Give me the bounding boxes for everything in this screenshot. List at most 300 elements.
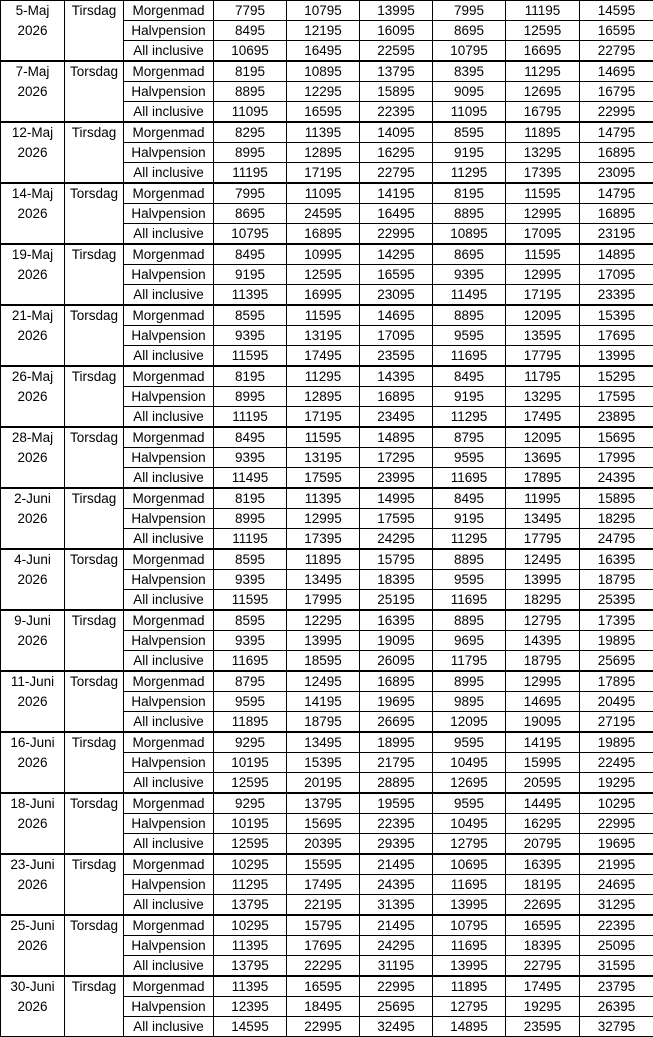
price-cell: 16595 <box>360 265 433 285</box>
price-cell: 12795 <box>506 610 580 631</box>
price-cell: 8995 <box>214 387 287 407</box>
price-cell: 17395 <box>506 163 580 184</box>
meal-plan-label: All inclusive <box>124 895 214 916</box>
price-cell: 8695 <box>214 204 287 224</box>
price-cell: 19095 <box>360 631 433 651</box>
departure-date <box>1 854 65 915</box>
price-cell: 12295 <box>287 610 360 631</box>
price-cell: 16595 <box>580 21 653 41</box>
price-cell: 22995 <box>580 102 653 123</box>
departure-date-year: 2026 <box>1 265 64 285</box>
price-cell: 9595 <box>433 793 506 814</box>
price-cell: 8495 <box>214 244 287 265</box>
price-cell: 12995 <box>287 509 360 529</box>
price-cell: 9595 <box>433 448 506 468</box>
price-cell: 10195 <box>214 814 287 834</box>
price-cell: 19895 <box>580 631 653 651</box>
price-cell: 19295 <box>580 773 653 794</box>
price-cell: 11695 <box>214 651 287 672</box>
departure-date-year: 2026 <box>1 21 64 41</box>
price-cell: 11695 <box>433 346 506 367</box>
departure-date-day-month: 14-Maj <box>1 184 64 204</box>
price-cell: 10895 <box>287 61 360 82</box>
price-cell: 8895 <box>433 610 506 631</box>
price-cell: 8195 <box>214 61 287 82</box>
price-cell: 31295 <box>580 895 653 916</box>
departure-date-day-month: 9-Juni <box>1 611 64 631</box>
departure-weekday: Tirsdag <box>65 976 124 1037</box>
price-cell: 16495 <box>360 204 433 224</box>
price-cell: 9395 <box>214 448 287 468</box>
price-cell: 11295 <box>287 366 360 387</box>
price-cell: 10295 <box>214 915 287 936</box>
price-cell: 8495 <box>214 21 287 41</box>
price-cell: 23195 <box>580 224 653 245</box>
departure-date-year: 2026 <box>1 143 64 163</box>
departure-weekday: Torsdag <box>65 61 124 122</box>
price-cell: 23995 <box>360 468 433 489</box>
price-cell: 9095 <box>433 82 506 102</box>
price-cell: 18495 <box>287 997 360 1017</box>
departure-weekday: Tirsdag <box>65 122 124 183</box>
price-cell: 9895 <box>433 692 506 712</box>
meal-plan-label: All inclusive <box>124 712 214 733</box>
departure-weekday: Torsdag <box>65 549 124 610</box>
price-cell: 14695 <box>506 692 580 712</box>
meal-plan-label: Halvpension <box>124 814 214 834</box>
price-cell: 8195 <box>214 488 287 509</box>
table-row <box>1 732 653 753</box>
price-cell: 23795 <box>580 976 653 997</box>
price-cell: 8695 <box>433 21 506 41</box>
price-cell: 14895 <box>433 1017 506 1037</box>
departure-date <box>1 305 65 366</box>
meal-plan-label: Halvpension <box>124 204 214 224</box>
price-cell: 8395 <box>433 61 506 82</box>
price-cell: 9595 <box>433 326 506 346</box>
price-cell: 12795 <box>433 997 506 1017</box>
price-cell: 17495 <box>287 875 360 895</box>
table-row <box>1 366 653 387</box>
price-cell: 12695 <box>433 773 506 794</box>
meal-plan-label: Halvpension <box>124 387 214 407</box>
departure-date <box>1 244 65 305</box>
meal-plan-label: All inclusive <box>124 407 214 428</box>
departure-date <box>1 732 65 793</box>
table-row <box>1 976 653 997</box>
meal-plan-label: Halvpension <box>124 326 214 346</box>
price-cell: 16695 <box>506 41 580 62</box>
price-cell: 15995 <box>506 753 580 773</box>
departure-date <box>1 549 65 610</box>
departure-date-year: 2026 <box>1 448 64 468</box>
price-cell: 15395 <box>580 305 653 326</box>
price-cell: 17595 <box>287 468 360 489</box>
departure-date-day-month: 26-Maj <box>1 367 64 387</box>
price-cell: 15295 <box>580 366 653 387</box>
price-cell: 13195 <box>287 448 360 468</box>
price-cell: 15895 <box>580 488 653 509</box>
price-cell: 8495 <box>214 427 287 448</box>
price-cell: 16895 <box>360 671 433 692</box>
price-cell: 10295 <box>580 793 653 814</box>
meal-plan-label: Halvpension <box>124 265 214 285</box>
price-cell: 20195 <box>287 773 360 794</box>
price-cell: 17495 <box>506 976 580 997</box>
price-cell: 22395 <box>360 102 433 123</box>
price-cell: 24795 <box>580 529 653 550</box>
price-cell: 18795 <box>287 712 360 733</box>
price-cell: 13595 <box>506 326 580 346</box>
departure-date-day-month: 21-Maj <box>1 306 64 326</box>
price-cell: 20395 <box>287 834 360 855</box>
departure-date-day-month: 2-Juni <box>1 489 64 509</box>
price-cell: 23495 <box>360 407 433 428</box>
price-cell: 12395 <box>214 997 287 1017</box>
meal-plan-label: Halvpension <box>124 631 214 651</box>
departure-date <box>1 610 65 671</box>
price-cell: 11595 <box>214 590 287 611</box>
price-cell: 14695 <box>580 61 653 82</box>
price-cell: 8995 <box>433 671 506 692</box>
price-cell: 20495 <box>580 692 653 712</box>
price-cell: 9395 <box>214 570 287 590</box>
meal-plan-label: Morgenmad <box>124 976 214 997</box>
table-row <box>1 488 653 509</box>
price-cell: 9695 <box>433 631 506 651</box>
price-cell: 16595 <box>287 976 360 997</box>
price-cell: 10895 <box>433 224 506 245</box>
price-cell: 11395 <box>214 285 287 306</box>
departure-date <box>1 488 65 549</box>
price-cell: 12095 <box>506 305 580 326</box>
departure-date <box>1 122 65 183</box>
price-cell: 14395 <box>360 366 433 387</box>
price-cell: 13495 <box>287 732 360 753</box>
price-cell: 17995 <box>287 590 360 611</box>
price-cell: 14795 <box>580 122 653 143</box>
price-cell: 13495 <box>287 570 360 590</box>
price-cell: 14195 <box>506 732 580 753</box>
departure-date-day-month: 11-Juni <box>1 672 64 692</box>
meal-plan-label: All inclusive <box>124 956 214 977</box>
price-cell: 11895 <box>214 712 287 733</box>
departure-date <box>1 427 65 488</box>
price-cell: 14695 <box>360 305 433 326</box>
price-cell: 10795 <box>287 1 360 21</box>
price-cell: 14995 <box>360 488 433 509</box>
price-cell: 11695 <box>433 875 506 895</box>
meal-plan-label: Halvpension <box>124 82 214 102</box>
price-cell: 14195 <box>360 183 433 204</box>
price-cell: 16795 <box>580 82 653 102</box>
departure-date-day-month: 4-Juni <box>1 550 64 570</box>
price-cell: 12595 <box>287 265 360 285</box>
price-cell: 9395 <box>433 265 506 285</box>
price-cell: 22795 <box>580 41 653 62</box>
meal-plan-label: All inclusive <box>124 346 214 367</box>
price-cell: 12995 <box>506 204 580 224</box>
price-cell: 10495 <box>433 814 506 834</box>
meal-plan-label: All inclusive <box>124 224 214 245</box>
price-cell: 14595 <box>214 1017 287 1037</box>
price-cell: 11295 <box>433 529 506 550</box>
meal-plan-label: Halvpension <box>124 509 214 529</box>
price-cell: 18195 <box>506 875 580 895</box>
price-cell: 13995 <box>506 570 580 590</box>
price-cell: 22695 <box>506 895 580 916</box>
price-cell: 9195 <box>214 265 287 285</box>
price-cell: 15795 <box>360 549 433 570</box>
price-cell: 17195 <box>287 163 360 184</box>
price-cell: 8995 <box>214 509 287 529</box>
meal-plan-label: Halvpension <box>124 143 214 163</box>
departure-weekday: Torsdag <box>65 427 124 488</box>
price-cell: 16995 <box>287 285 360 306</box>
price-cell: 14195 <box>287 692 360 712</box>
price-cell: 8595 <box>214 610 287 631</box>
table-row <box>1 610 653 631</box>
price-cell: 11195 <box>214 529 287 550</box>
price-cell: 11695 <box>433 936 506 956</box>
meal-plan-label: All inclusive <box>124 1017 214 1037</box>
price-cell: 13695 <box>506 448 580 468</box>
price-cell: 14495 <box>506 793 580 814</box>
price-cell: 11095 <box>287 183 360 204</box>
price-cell: 8595 <box>214 305 287 326</box>
departure-weekday: Tirsdag <box>65 854 124 915</box>
price-cell: 21995 <box>580 854 653 875</box>
price-cell: 11195 <box>214 163 287 184</box>
departure-weekday: Tirsdag <box>65 244 124 305</box>
price-cell: 14295 <box>360 244 433 265</box>
price-cell: 8895 <box>433 305 506 326</box>
price-cell: 11195 <box>506 1 580 21</box>
price-cell: 25095 <box>580 936 653 956</box>
table-row <box>1 183 653 204</box>
meal-plan-label: Morgenmad <box>124 488 214 509</box>
price-cell: 12895 <box>287 143 360 163</box>
meal-plan-label: All inclusive <box>124 163 214 184</box>
price-cell: 13295 <box>506 143 580 163</box>
price-cell: 13995 <box>433 895 506 916</box>
price-cell: 11595 <box>506 183 580 204</box>
price-cell: 26695 <box>360 712 433 733</box>
price-cell: 26395 <box>580 997 653 1017</box>
price-cell: 11595 <box>214 346 287 367</box>
price-cell: 28895 <box>360 773 433 794</box>
meal-plan-label: Morgenmad <box>124 244 214 265</box>
price-cell: 13795 <box>360 61 433 82</box>
price-cell: 10495 <box>433 753 506 773</box>
price-cell: 31395 <box>360 895 433 916</box>
price-cell: 11395 <box>214 936 287 956</box>
price-cell: 8595 <box>433 122 506 143</box>
price-cell: 23395 <box>580 285 653 306</box>
meal-plan-label: Halvpension <box>124 692 214 712</box>
meal-plan-label: Morgenmad <box>124 366 214 387</box>
meal-plan-label: Halvpension <box>124 570 214 590</box>
price-cell: 8995 <box>214 143 287 163</box>
price-cell: 11895 <box>506 122 580 143</box>
price-cell: 15595 <box>287 854 360 875</box>
price-cell: 10695 <box>214 41 287 62</box>
price-cell: 10995 <box>287 244 360 265</box>
price-cell: 16895 <box>580 143 653 163</box>
departure-weekday: Tirsdag <box>65 488 124 549</box>
price-cell: 9595 <box>433 570 506 590</box>
departure-date-year: 2026 <box>1 936 64 956</box>
departure-date-year: 2026 <box>1 692 64 712</box>
price-cell: 19895 <box>580 732 653 753</box>
price-cell: 10295 <box>214 854 287 875</box>
price-cell: 11595 <box>287 427 360 448</box>
meal-plan-label: Morgenmad <box>124 671 214 692</box>
price-cell: 22995 <box>580 814 653 834</box>
departure-date-year: 2026 <box>1 570 64 590</box>
departure-date-day-month: 16-Juni <box>1 733 64 753</box>
price-cell: 8795 <box>214 671 287 692</box>
price-cell: 12595 <box>214 834 287 855</box>
price-cell: 18795 <box>580 570 653 590</box>
departure-date-day-month: 5-Maj <box>1 1 64 21</box>
price-cell: 8195 <box>214 366 287 387</box>
price-cell: 26095 <box>360 651 433 672</box>
meal-plan-label: All inclusive <box>124 529 214 550</box>
price-cell: 13995 <box>433 956 506 977</box>
departure-date <box>1 1 65 62</box>
price-cell: 17095 <box>360 326 433 346</box>
price-cell: 10695 <box>433 854 506 875</box>
price-cell: 18795 <box>506 651 580 672</box>
price-cell: 17895 <box>580 671 653 692</box>
price-cell: 8595 <box>214 549 287 570</box>
price-cell: 17795 <box>506 346 580 367</box>
price-cell: 9195 <box>433 143 506 163</box>
price-cell: 9295 <box>214 793 287 814</box>
price-cell: 12095 <box>506 427 580 448</box>
price-cell: 24395 <box>360 875 433 895</box>
price-cell: 22795 <box>360 163 433 184</box>
table-row <box>1 671 653 692</box>
meal-plan-label: Halvpension <box>124 21 214 41</box>
price-cell: 10195 <box>214 753 287 773</box>
price-cell: 13995 <box>580 346 653 367</box>
price-cell: 11795 <box>433 651 506 672</box>
price-cell: 22995 <box>287 1017 360 1037</box>
price-cell: 16795 <box>506 102 580 123</box>
price-cell: 25395 <box>580 590 653 611</box>
price-table-body <box>1 1 653 1037</box>
price-cell: 11495 <box>214 468 287 489</box>
price-cell: 11695 <box>433 468 506 489</box>
price-cell: 25695 <box>360 997 433 1017</box>
departure-weekday: Tirsdag <box>65 366 124 427</box>
price-cell: 10795 <box>433 41 506 62</box>
price-cell: 12595 <box>506 21 580 41</box>
price-cell: 19095 <box>506 712 580 733</box>
price-cell: 23895 <box>580 407 653 428</box>
price-cell: 9295 <box>214 732 287 753</box>
price-cell: 13795 <box>214 956 287 977</box>
price-cell: 25195 <box>360 590 433 611</box>
price-cell: 12095 <box>433 712 506 733</box>
price-cell: 11295 <box>214 875 287 895</box>
price-cell: 17195 <box>287 407 360 428</box>
price-cell: 11095 <box>214 102 287 123</box>
price-cell: 18395 <box>360 570 433 590</box>
price-cell: 23095 <box>360 285 433 306</box>
price-cell: 7795 <box>214 1 287 21</box>
price-cell: 19695 <box>360 692 433 712</box>
price-cell: 11995 <box>506 488 580 509</box>
price-cell: 17595 <box>580 387 653 407</box>
price-cell: 14095 <box>360 122 433 143</box>
price-cell: 24295 <box>360 936 433 956</box>
price-cell: 15795 <box>287 915 360 936</box>
price-cell: 32495 <box>360 1017 433 1037</box>
departure-weekday: Tirsdag <box>65 1 124 62</box>
price-cell: 11595 <box>287 305 360 326</box>
price-cell: 17895 <box>506 468 580 489</box>
price-cell: 17395 <box>287 529 360 550</box>
departure-date-year: 2026 <box>1 753 64 773</box>
meal-plan-label: All inclusive <box>124 285 214 306</box>
price-cell: 16595 <box>287 102 360 123</box>
price-cell: 22295 <box>287 956 360 977</box>
price-cell: 12695 <box>506 82 580 102</box>
meal-plan-label: Morgenmad <box>124 610 214 631</box>
price-cell: 13995 <box>360 1 433 21</box>
price-cell: 16395 <box>360 610 433 631</box>
price-cell: 16895 <box>360 387 433 407</box>
price-cell: 16595 <box>506 915 580 936</box>
price-cell: 8795 <box>433 427 506 448</box>
departure-weekday: Torsdag <box>65 183 124 244</box>
departure-date-year: 2026 <box>1 387 64 407</box>
price-cell: 14795 <box>580 183 653 204</box>
departure-date <box>1 976 65 1037</box>
table-row <box>1 793 653 814</box>
price-cell: 31195 <box>360 956 433 977</box>
meal-plan-label: Morgenmad <box>124 122 214 143</box>
price-cell: 17795 <box>506 529 580 550</box>
price-cell: 8695 <box>433 244 506 265</box>
meal-plan-label: Halvpension <box>124 448 214 468</box>
meal-plan-label: Morgenmad <box>124 915 214 936</box>
departure-date <box>1 793 65 854</box>
price-cell: 17095 <box>580 265 653 285</box>
meal-plan-label: All inclusive <box>124 834 214 855</box>
departure-date <box>1 915 65 976</box>
meal-plan-label: Morgenmad <box>124 183 214 204</box>
price-cell: 15695 <box>580 427 653 448</box>
price-cell: 19295 <box>506 997 580 1017</box>
departure-date-day-month: 30-Juni <box>1 977 64 997</box>
price-cell: 12495 <box>287 671 360 692</box>
price-cell: 22195 <box>287 895 360 916</box>
price-cell: 29395 <box>360 834 433 855</box>
price-cell: 16495 <box>287 41 360 62</box>
price-cell: 18295 <box>506 590 580 611</box>
price-cell: 11295 <box>506 61 580 82</box>
departure-weekday: Torsdag <box>65 793 124 854</box>
price-cell: 11295 <box>433 407 506 428</box>
price-cell: 22995 <box>360 224 433 245</box>
price-cell: 12495 <box>506 549 580 570</box>
departure-date-year: 2026 <box>1 631 64 651</box>
meal-plan-label: Morgenmad <box>124 61 214 82</box>
